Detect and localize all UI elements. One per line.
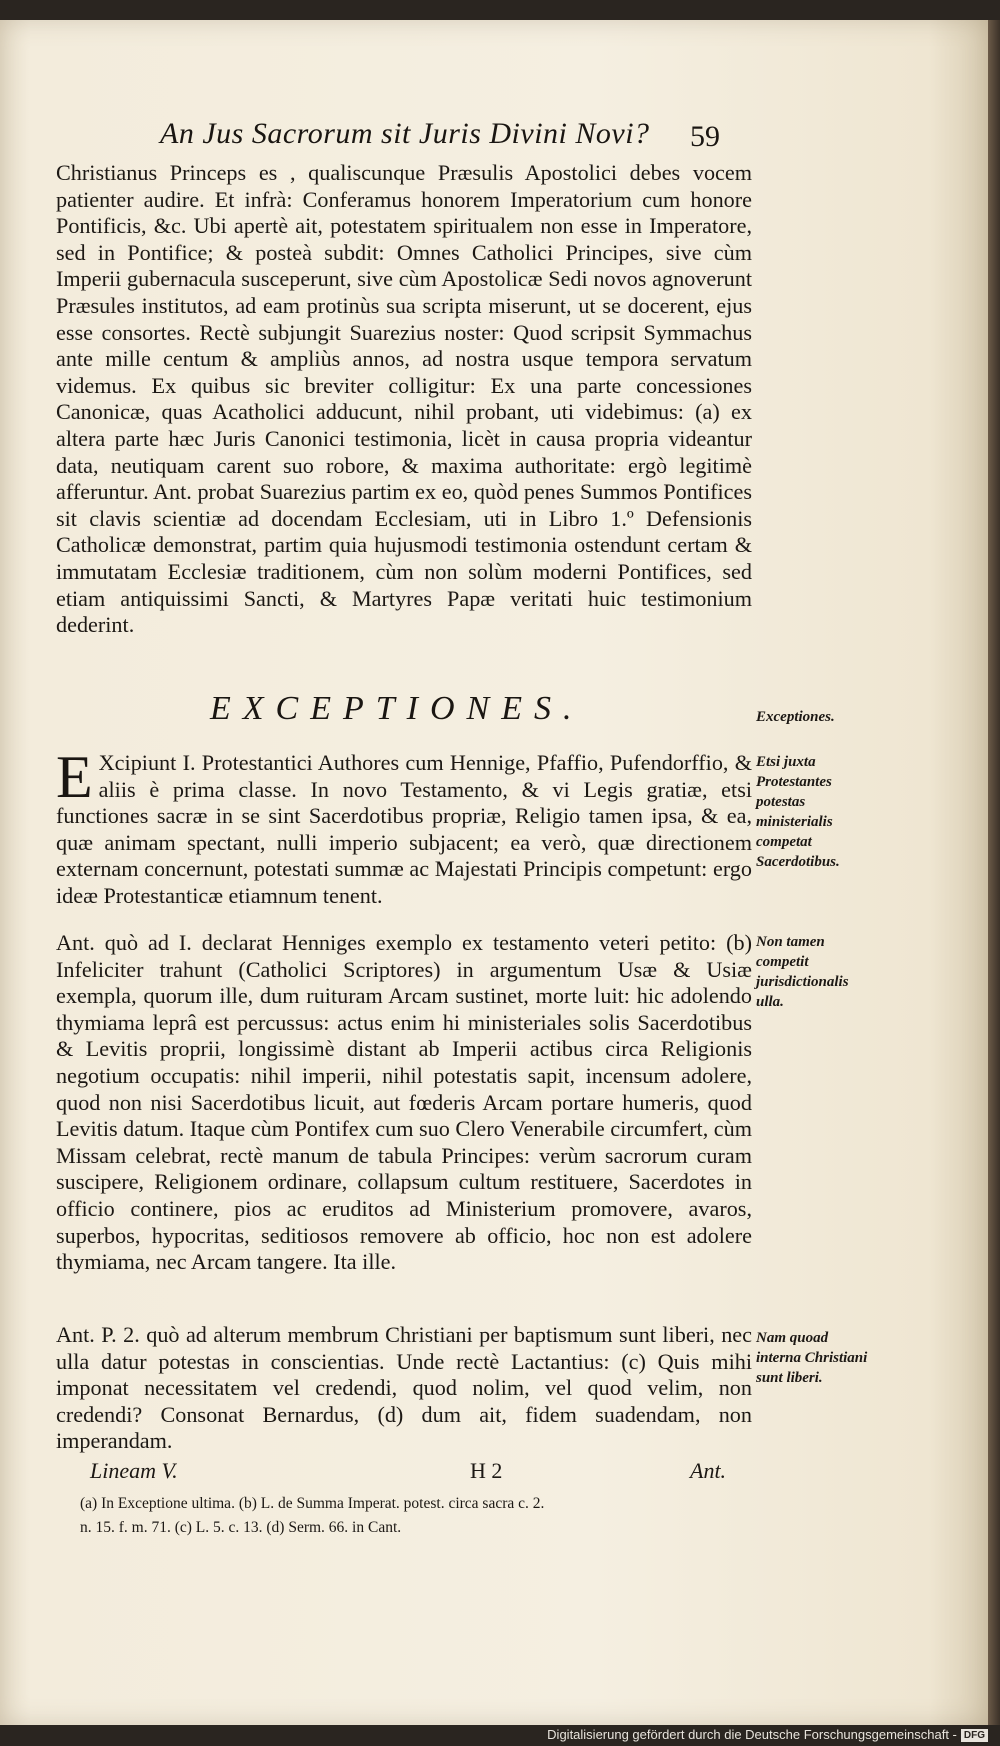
- paragraph-continuation: [56, 160, 752, 639]
- paragraph-exceptio: [56, 744, 752, 910]
- running-title: An Jus Sacrorum sit Juris Divini Novi?: [160, 117, 650, 150]
- dfg-logo-icon: DFG: [961, 1729, 988, 1742]
- catchword-right: Ant.: [690, 1458, 727, 1483]
- paragraph-lactantius: [56, 1322, 752, 1455]
- page-number: 59: [690, 120, 720, 153]
- catchword-left: Lineam V.: [90, 1458, 178, 1483]
- paragraph-text: Ant. quò ad I. declarat Henniges exemplo ex testamento veteri petito: (b) Infeliciter trahunt (Catholici Scriptores) in argumentum Usæ & Usiæ exempla, quorum ille, dum ruituram Arcam sustinet, morte luit: hic adolendo thymiama leprâ est percussus: actus enim hi ministeriales solis Sacerdotibus & Levitis proprii, longissimè distant ab Imperii actibus circa Religionis negotium occupatis: nihil imperii, nihil potestatis sapit, incensum adolere, quod non nisi Sacerdotibus licuit, aut fœderis Arcam portare humeris, quod Levitis datum. Itaque cùm Pontifex cum suo Clero Venerabile circumfert, cùm Missam celebrat, rectè manum de tabula Principes: verùm sacrorum curam suscipere, Religionem ordinare, collapsum cultum restituere, Sacerdotes in officio continere, pios ac eruditos ad Ministerium promovere, avaros, superbos, hypocritas, seditiosos removere ab officio, hoc non est adolere thymiama, nec Arcam tangere. Ita ille.: [56, 930, 752, 1275]
- footnotes: [80, 1492, 780, 1540]
- paragraph-henniges: [56, 930, 752, 1276]
- margin-note-etsi: Etsi juxta Protestantes potestas ministerialis competat Sacerdotibus.: [756, 754, 840, 870]
- paragraph-text: Christianus Princeps es , qualiscunque Præsulis Apostolici debes vocem patienter audire. Et infrà: Conferamus honorem Imperatorium cum honore Pontificis, &c. Ubi apertè ait, potestatem spiritualem non esse in Imperatore, sed in Pontifice; & posteà subdit: Omnes Catholici Principes, sive cùm Imperii gubernacula susceperunt, sive cùm Apostolicæ Sedi novos agnoverunt Præsules institutos, ad eam protinùs sua scripta miserunt, ut se docerent, ejus esse consortes. Rectè subjungit Suarezius noster: Quod scripsit Symmachus ante mille centum & ampliùs annos, ad nostra usque tempora servatum videmus. Ex quibus sic breviter colligitur: Ex una parte concessiones Canonicæ, quas Acatholici adducunt, nihil probant, uti videbimus: (a) ex altera parte hæc Juris Canonici testimonia, licèt in causa propria videantur data, neutiquam carent suo robore, & maxima authoritate: ergò legitimè afferuntur. Ant. probat Suarezius partim ex eo, quòd penes Summos Pontifices sit clavis scientiæ ad docendam Ecclesiam, uti in Libro 1.º Defensionis Catholicæ demonstrat, partim quia hujusmodi testimonia ostendunt certam & immutatam Ecclesiæ traditionem, cùm non solùm moderni Pontifices, sed etiam antiquissimi Sancti, & Martyres Papæ veritati huic testimonium dederint.: [56, 160, 752, 638]
- footnote-line: n. 15. f. m. 71. (c) L. 5. c. 13. (d) Serm. 66. in Cant.: [80, 1519, 402, 1536]
- drop-cap: E: [56, 744, 93, 810]
- digitization-credit: [547, 1727, 988, 1742]
- page-edge: [988, 20, 1000, 1725]
- section-heading: EXCEPTIONES.: [210, 690, 584, 727]
- credit-text: Digitalisierung gefördert durch die Deutsche Forschungsgemeinschaft -: [547, 1726, 957, 1742]
- margin-note-non-tamen: Non tamen competit jurisdictionalis ulla.: [756, 934, 849, 1010]
- footnote-line: (a) In Exceptione ultima. (b) L. de Summa Imperat. potest. circa sacra c. 2.: [80, 1495, 545, 1512]
- signature-mark: H 2: [470, 1458, 503, 1483]
- paragraph-text: Xcipiunt I. Protestantici Authores cum Hennige, Pfaffio, Pufendorffio, & aliis è prima classe. In novo Testamento, & vi Legis gratiæ, etsi functiones sacræ in se sint Sacerdotibus propriæ, Religio tamen ipsa, & ea, quæ animam spectant, nulli imperio subjacent; ea verò, quæ directionem externam concernunt, potestati summæ ac Majestati Principis competunt: ergo ideæ Protestanticæ etiamnum tenent.: [56, 750, 752, 908]
- paragraph-text: Ant. P. 2. quò ad alterum membrum Christiani per baptismum sunt liberi, nec ulla datur potestas in conscientias. Unde rectè Lactantius: (c) Quis mihi imponat necessitatem vel credendi, quod nolim, vel quod velim, non credendi? Consonat Bernardus, (d) dum ait, fidem suadendam, non imperandam.: [56, 1322, 752, 1454]
- margin-note-exceptiones: Exceptiones.: [756, 709, 835, 725]
- margin-note-nam-quoad: Nam quoad interna Christiani sunt liberi.: [756, 1330, 868, 1386]
